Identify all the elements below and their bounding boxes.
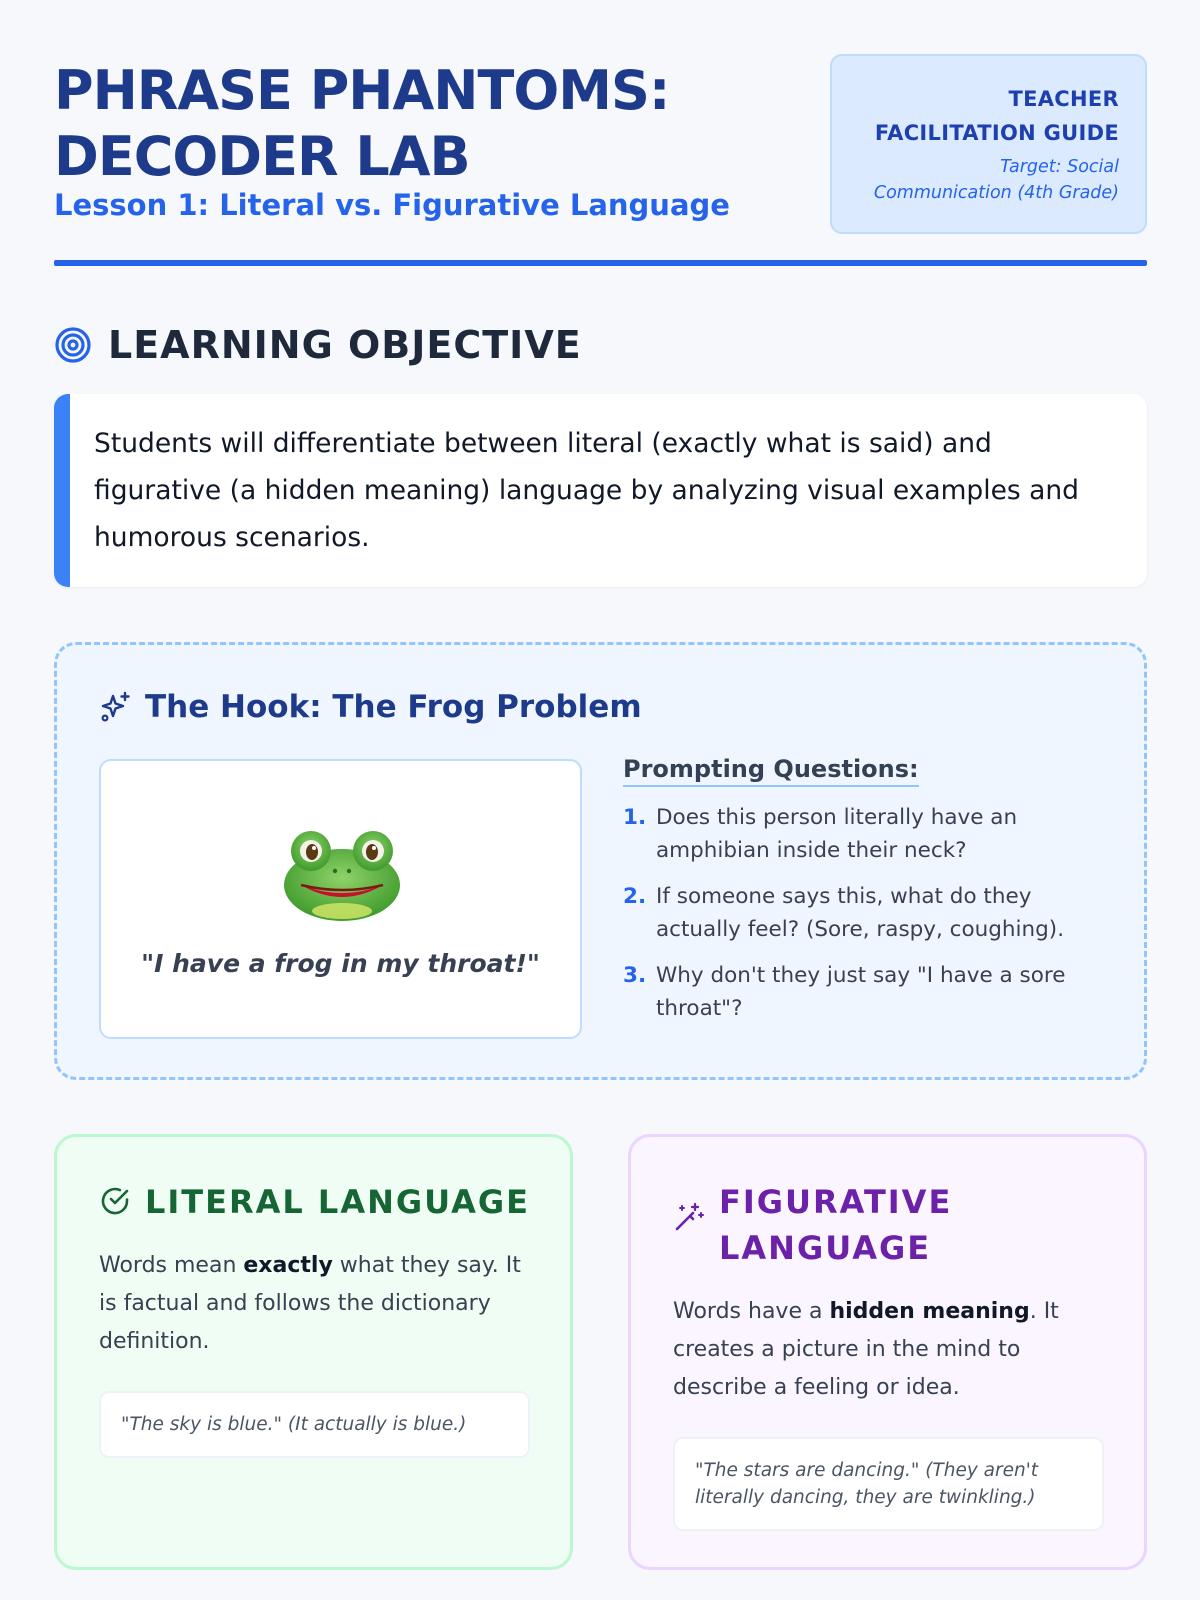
literal-heading <box>99 1179 530 1225</box>
target-line-1: Target: Social <box>1000 157 1119 177</box>
guide-title-line-1: TEACHER <box>1008 87 1119 111</box>
question-number: 3. <box>623 963 647 988</box>
list-item <box>623 959 1113 1025</box>
question-list <box>623 801 1113 1025</box>
literal-language-card <box>54 1134 573 1570</box>
literal-heading-label: LITERAL LANGUAGE <box>145 1183 531 1221</box>
figurative-language-card <box>628 1134 1147 1570</box>
hook-heading-label: The Hook: The Frog Problem <box>145 689 642 725</box>
question-text: Does this person literally have an amphibian inside their neck? <box>656 805 1018 863</box>
figurative-heading-label <box>719 1179 952 1271</box>
title-line-2: DECODER LAB <box>54 125 470 188</box>
figurative-heading-line-1: FIGURATIVE <box>719 1183 953 1221</box>
frog-example-card <box>99 759 582 1039</box>
objective-text: Students will differentiate between literal (exactly what is said) and figurative (a hidden meaning) language by analyzing visual examples and humorous scenarios. <box>94 428 1080 553</box>
question-text: If someone says this, what do they actually feel? (Sore, raspy, coughing). <box>656 884 1065 942</box>
check-circle-icon <box>99 1185 131 1217</box>
objective-heading-label: LEARNING OBJECTIVE <box>108 323 582 367</box>
question-number: 1. <box>623 805 647 830</box>
facilitation-guide-badge <box>830 54 1147 234</box>
literal-body-text: Words mean <box>99 1253 244 1278</box>
literal-body-emphasis: exactly <box>243 1253 333 1278</box>
magic-wand-icon <box>673 1201 705 1233</box>
page-title <box>54 58 794 190</box>
frog-icon <box>281 823 403 923</box>
list-item <box>623 801 1113 867</box>
figurative-body-emphasis: hidden meaning <box>829 1299 1030 1324</box>
figurative-body-text-end: . It creates a picture in the mind to describe a feeling or idea. <box>673 1299 1059 1400</box>
frog-quote: "I have a frog in my throat!" <box>141 949 540 978</box>
literal-description <box>99 1247 530 1361</box>
header-divider <box>54 260 1147 266</box>
figurative-example: "The stars are dancing." (They aren't literally dancing, they are twinkling.) <box>673 1437 1104 1531</box>
hook-heading <box>99 689 642 725</box>
figurative-body-text: Words have a <box>673 1299 830 1324</box>
question-number: 2. <box>623 884 647 909</box>
objective-card <box>54 394 1147 587</box>
title-line-1: PHRASE PHANTOMS: <box>54 59 670 122</box>
prompting-questions <box>623 755 1113 1038</box>
header <box>54 58 1147 268</box>
figurative-heading <box>673 1179 1104 1271</box>
target-icon <box>54 326 92 364</box>
question-text: Why don't they just say "I have a sore throat"? <box>656 963 1066 1021</box>
guide-title-line-2: FACILITATION GUIDE <box>874 121 1119 145</box>
literal-example: "The sky is blue." (It actually is blue.) <box>99 1391 530 1458</box>
target-line-2: Communication (4th Grade) <box>873 183 1119 203</box>
hook-section <box>54 642 1147 1080</box>
literal-body-text-end: what they say. It is factual and follows the dictionary definition. <box>99 1253 521 1354</box>
list-item <box>623 880 1113 946</box>
sparkles-icon <box>99 690 133 724</box>
prompts-title: Prompting Questions: <box>623 755 919 787</box>
figurative-heading-line-2: LANGUAGE <box>719 1229 932 1267</box>
lesson-subtitle: Lesson 1: Literal vs. Figurative Language <box>54 188 730 222</box>
objective-heading <box>54 320 582 370</box>
figurative-description <box>673 1293 1104 1407</box>
lesson-page <box>54 0 1147 1600</box>
